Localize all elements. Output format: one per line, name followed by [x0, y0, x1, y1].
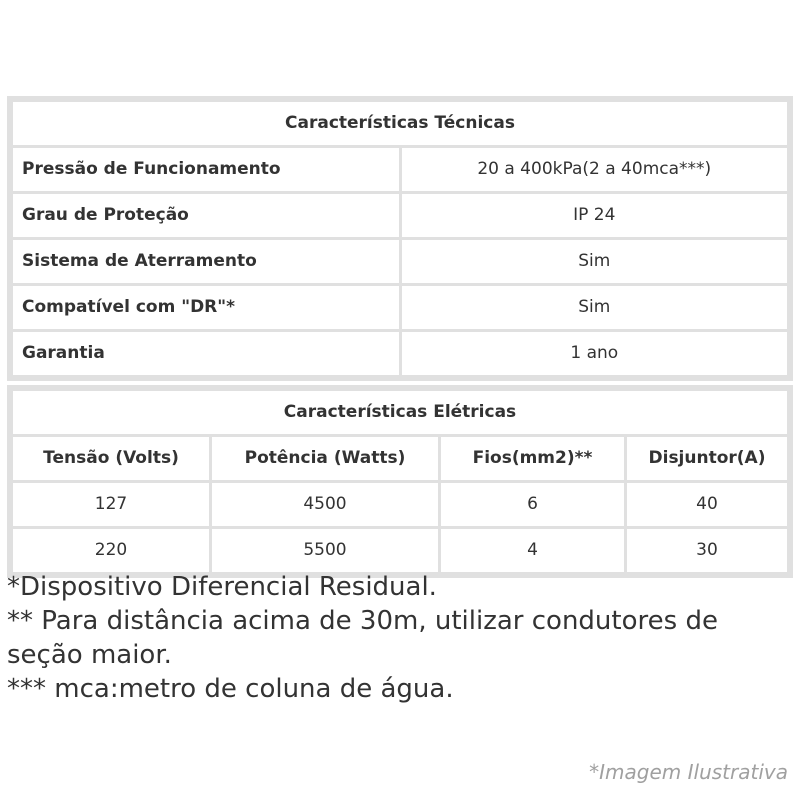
footnotes	[7, 570, 793, 706]
spec-label-pressure: Pressão de Funcionamento	[13, 148, 399, 191]
spec-value-dr-compatible: Sim	[402, 286, 788, 329]
electrical-specs-table	[7, 385, 793, 578]
spec-label-protection: Grau de Proteção	[13, 194, 399, 237]
table-row	[13, 240, 787, 283]
table-row	[13, 332, 787, 375]
column-header-voltage: Tensão (Volts)	[13, 437, 209, 480]
table-row	[13, 102, 787, 145]
spec-value-warranty: 1 ano	[402, 332, 788, 375]
spec-value-grounding: Sim	[402, 240, 788, 283]
spec-label-grounding: Sistema de Aterramento	[13, 240, 399, 283]
column-header-power: Potência (Watts)	[212, 437, 438, 480]
cell-wires: 4	[441, 529, 624, 572]
cell-breaker: 30	[627, 529, 787, 572]
column-header-breaker: Disjuntor(A)	[627, 437, 787, 480]
footnote-mca: *** mca:metro de coluna de água.	[7, 674, 454, 704]
spec-value-pressure: 20 a 400kPa(2 a 40mca***)	[402, 148, 788, 191]
column-header-wires: Fios(mm2)**	[441, 437, 624, 480]
table-row	[13, 483, 787, 526]
spec-label-warranty: Garantia	[13, 332, 399, 375]
cell-voltage: 127	[13, 483, 209, 526]
cell-power: 4500	[212, 483, 438, 526]
cell-power: 5500	[212, 529, 438, 572]
cell-voltage: 220	[13, 529, 209, 572]
cell-wires: 6	[441, 483, 624, 526]
footnote-wire-distance: ** Para distância acima de 30m, utilizar condutores de seção maior.	[7, 606, 718, 670]
footnote-dr: *Dispositivo Diferencial Residual.	[7, 572, 437, 602]
table-header-row	[13, 437, 787, 480]
table-row	[13, 194, 787, 237]
spec-value-protection: IP 24	[402, 194, 788, 237]
technical-specs-table	[7, 96, 793, 381]
illustrative-image-note: *Imagem Ilustrativa	[589, 760, 788, 784]
table-row	[13, 391, 787, 434]
table-row	[13, 148, 787, 191]
electrical-specs-title: Características Elétricas	[13, 391, 787, 434]
table-row	[13, 286, 787, 329]
spec-label-dr-compatible: Compatível com "DR"*	[13, 286, 399, 329]
technical-specs-title: Características Técnicas	[13, 102, 787, 145]
table-row	[13, 529, 787, 572]
cell-breaker: 40	[627, 483, 787, 526]
